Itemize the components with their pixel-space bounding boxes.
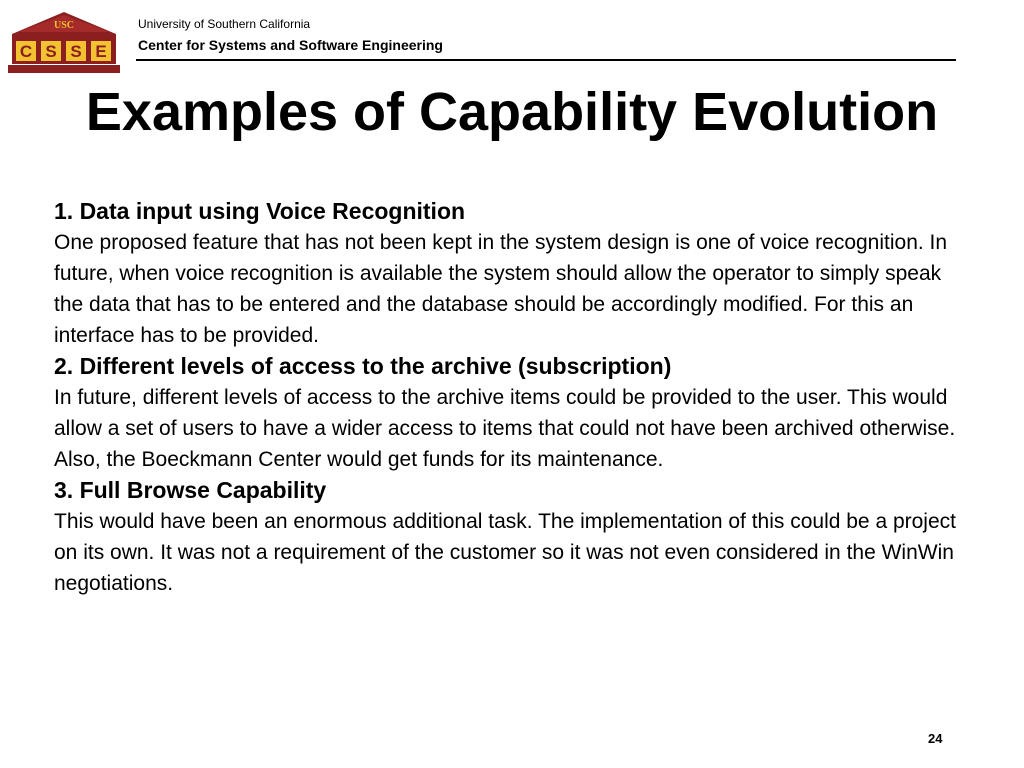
header-divider [136, 59, 956, 61]
logo-letter-s1: S [45, 42, 57, 61]
logo-letter-c: C [19, 42, 33, 61]
slide-title: Examples of Capability Evolution [85, 82, 939, 142]
item-body: In future, different levels of access to the archive items could be provided to the user. This would allow a set of users to have a wider access to items that could not have been archived otherwise. Also, the Boeckmann Center would get funds for its maintenance. [54, 386, 956, 471]
university-name: University of Southern California [138, 17, 311, 31]
item-body: This would have been an enormous additional task. The implementation of this could be a project on its own. It was not a requirement of the customer so it was not even considered in the WinWin negotiations. [54, 510, 956, 595]
item-body: One proposed feature that has not been kept in the system design is one of voice recognition. In future, when voice recognition is available the system should allow the operator to simply speak the data that has to be entered and the database should be accordingly modified. For this an interface has to be provided. [54, 231, 948, 347]
item-heading: 1. Data input using Voice Recognition [54, 198, 466, 224]
logo-step-2 [8, 69, 120, 73]
capability-item-access-levels [54, 351, 974, 475]
logo-letter-e: E [95, 42, 107, 61]
capability-item-full-browse [54, 475, 974, 599]
logo-step-1 [8, 65, 120, 69]
page-number: 24 [928, 731, 943, 746]
logo-badge-text: USC [53, 20, 75, 31]
logo-lintel [12, 34, 116, 38]
capability-item-voice-recognition [54, 196, 974, 351]
logo-letter-s2: S [70, 42, 82, 61]
slide-content [54, 196, 974, 599]
item-heading: 2. Different levels of access to the archive (subscription) [54, 353, 672, 379]
center-name: Center for Systems and Software Engineering [138, 37, 443, 53]
usc-csse-logo-graphic [8, 10, 120, 74]
item-heading: 3. Full Browse Capability [54, 477, 327, 503]
usc-csse-logo [8, 10, 120, 74]
